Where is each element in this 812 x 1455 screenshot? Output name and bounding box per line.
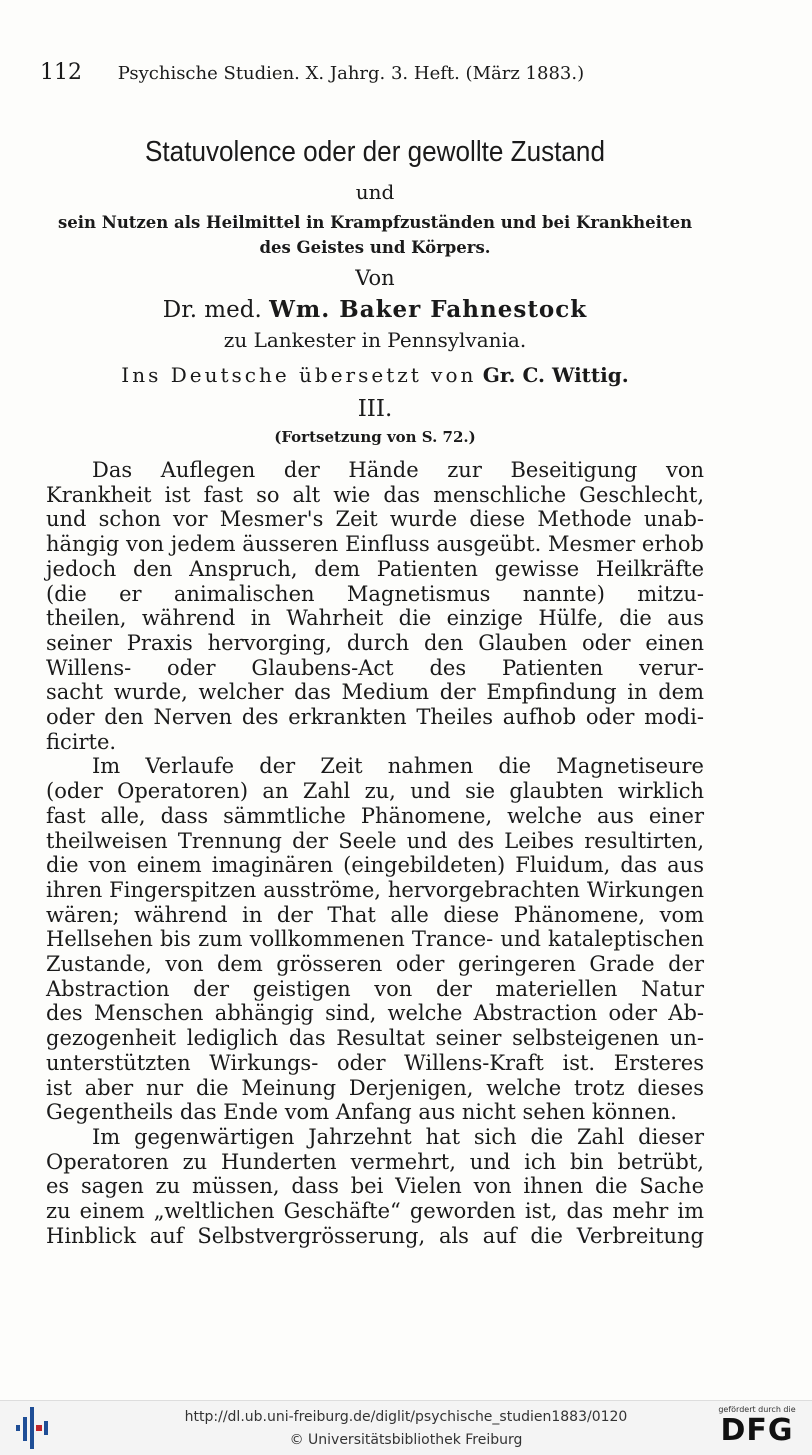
text-line: die von einem imaginären (eingebildeten) Fluidum, das aus — [46, 853, 704, 878]
text-line: jedoch den Anspruch, dem Patienten gewisse Heilkräfte — [46, 556, 704, 581]
text-line: Zustande, von dem grösseren oder geringeren Grade der — [46, 952, 704, 977]
text-line: Hinblick auf Selbstvergrösserung, als auf die Verbreitung — [46, 1223, 704, 1248]
title-conjunction: und — [355, 180, 395, 204]
text-line: Im Verlaufe der Zeit nahmen die Magnetiseure — [92, 754, 704, 779]
running-title: Psychische Studien. X. Jahrg. 3. Heft. (März 1883.) — [117, 63, 585, 84]
funder-logo-text: DFG — [720, 1413, 794, 1448]
text-line: ihren Fingerspitzen ausströme, hervorgebrachten Wirkungen — [46, 877, 704, 902]
byline-von: Von — [355, 266, 395, 290]
text-line: hängig von jedem äusseren Einfluss ausgeübt. Mesmer erhob — [46, 532, 704, 557]
running-head — [40, 60, 740, 85]
dfg-logo-icon — [712, 1405, 802, 1451]
text-line: ficirte. — [46, 729, 117, 754]
text-line: sacht wurde, welcher das Medium der Empfindung in dem — [46, 680, 704, 705]
author-place: zu Lankester in Pennsylvania. — [223, 328, 527, 352]
subtitle-line: des Geistes und Körpers. — [259, 238, 491, 257]
text-line: Krankheit ist fast so alt wie das menschliche Geschlecht, — [46, 482, 704, 507]
continuation-note: (Fortsetzung von S. 72.) — [274, 428, 476, 446]
body-text — [46, 458, 704, 1249]
text-line: und schon vor Mesmer's Zeit wurde diese Methode unab- — [46, 507, 704, 532]
page-number: 112 — [40, 60, 82, 85]
footer-url-link[interactable]: http://dl.ub.uni-freiburg.de/diglit/psychische_studien1883/0120 — [184, 1409, 628, 1425]
text-line: unterstützten Wirkungs- oder Willens-Kraft ist. Ersteres — [46, 1050, 704, 1075]
text-line: des Menschen abhängig sind, welche Abstraction oder Ab- — [46, 1001, 704, 1026]
article-subtitle — [0, 210, 750, 260]
text-line: Willens- oder Glaubens-Act des Patienten verur- — [46, 655, 704, 680]
section-number: III. — [357, 396, 393, 422]
article-title: Statuvolence oder der gewollte Zustand — [145, 136, 605, 168]
footer-copyright: © Universitätsbibliothek Freiburg — [289, 1432, 523, 1448]
subtitle-line: sein Nutzen als Heilmittel in Krampfzuständen und bei Krankheiten — [57, 213, 693, 232]
text-line: zu einem „weltlichen Geschäfte“ geworden ist, das mehr im — [46, 1199, 704, 1224]
text-line: Im gegenwärtigen Jahrzehnt hat sich die Zahl dieser — [92, 1124, 704, 1149]
text-line: (die er animalischen Magnetismus nannte) mitzu- — [46, 581, 704, 606]
translator-name: Gr. C. Wittig. — [482, 363, 629, 387]
text-line: fast alle, dass sämmtliche Phänomene, welche aus einer — [46, 803, 704, 828]
text-line: gezogenheit lediglich das Resultat seiner selbsteigenen un- — [46, 1026, 704, 1051]
text-line: (oder Operatoren) an Zahl zu, und sie glaubten wirklich — [46, 779, 704, 804]
text-line: Operatoren zu Hunderten vermehrt, und ich bin betrübt, — [46, 1149, 704, 1174]
text-line: oder den Nerven des erkrankten Theiles aufhob oder modi- — [46, 705, 704, 730]
translation-line — [0, 363, 750, 387]
footer-bar — [0, 1400, 812, 1455]
author-name: Wm. Baker Fahnestock — [269, 296, 588, 323]
author-line — [0, 296, 750, 323]
funder-note: gefördert durch die — [718, 1405, 796, 1414]
text-line: theilen, während in Wahrheit die einzige Hülfe, die aus — [46, 606, 704, 631]
text-line: seiner Praxis hervorging, durch den Glauben oder einen — [46, 630, 704, 655]
text-line: Hellsehen bis zum vollkommenen Trance- und kataleptischen — [46, 927, 704, 952]
text-line: theilweisen Trennung der Seele und des Leibes resultirten, — [46, 828, 704, 853]
text-line: Gegentheils das Ende vom Anfang aus nicht sehen können. — [46, 1100, 677, 1125]
text-line: ist aber nur die Meinung Derjenigen, welche trotz dieses — [46, 1075, 704, 1100]
text-line: wären; während in der That alle diese Phänomene, vom — [46, 902, 704, 927]
translation-prefix: Ins Deutsche übersetzt von — [121, 363, 477, 387]
text-line: es sagen zu müssen, dass bei Vielen von ihnen die Sache — [46, 1174, 704, 1199]
text-line: Abstraction der geistigen von der materiellen Natur — [46, 976, 704, 1001]
text-line: Das Auflegen der Hände zur Beseitigung von — [92, 458, 704, 482]
author-prefix: Dr. med. — [162, 297, 262, 323]
